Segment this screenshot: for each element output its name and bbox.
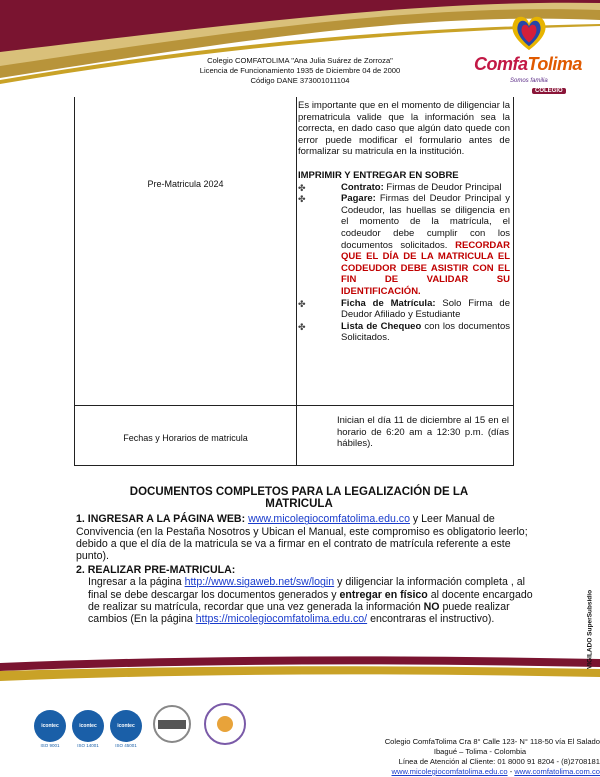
prematricula-table (74, 97, 514, 466)
footer (270, 737, 600, 777)
brand-part-a: Comfa (474, 54, 528, 74)
footer-separator: - (507, 767, 515, 776)
row1-intro: Es importante que en el momento de diligenciar la prematricula valide que la información sea la correcta, en dado caso que algún dato quede con error puede modificar el formulario antes de formalizar su matricula en la institución. (298, 100, 510, 158)
footer-swoosh (0, 655, 600, 695)
bullet-bold: Lista de Chequeo (341, 320, 422, 332)
arrow-bullet-icon: ✤ (298, 194, 306, 205)
bullet-text: Firmas de Deudor Principal (383, 181, 502, 193)
iqnet-seal-icon (148, 704, 196, 746)
comfatolima-logo (470, 10, 595, 105)
vigilado-text: VIGILADO SuperSubsidio (586, 589, 594, 670)
list-item (298, 182, 510, 194)
quality-seal-icon (202, 702, 248, 746)
arrow-bullet-icon: ✤ (298, 321, 306, 332)
step-1-text: y Leer Manual de Convivencia (en la Pestaña Nosotros y Ubican el Manual, este compromiso es obligatorio leerlo; debido a que el día de la matricula se va a firmar en el contrato de matrícula referente a este punto). (76, 513, 528, 563)
step-2-text: y diligenciar la información completa , al final se debe descargar los documentos generados y (88, 576, 525, 601)
icontec-9001-badge (34, 710, 66, 752)
icontec-14001-badge (72, 710, 104, 752)
list-item (298, 321, 510, 344)
bullet-text: con los documentos Solicitados. (341, 320, 510, 344)
step-1-heading: 1. INGRESAR A LA PÁGINA WEB: (76, 513, 249, 526)
school-header (150, 56, 450, 86)
brand-tagline: Somos familia (510, 78, 548, 84)
arrow-bullet-icon: ✤ (298, 298, 306, 309)
header-line-dane: Código DANE 373001011104 (250, 76, 350, 85)
bullet-bold: Pagare: (341, 193, 376, 205)
list-item (298, 298, 510, 321)
cert-iso: ISO 14001 (77, 743, 99, 748)
instructivo-link[interactable]: https://micolegiocomfatolima.edu.co/ (195, 613, 368, 626)
cert-iso: ISO 9001 (40, 743, 60, 748)
documents-section (64, 486, 534, 625)
bullet-text: Solo Firma de Deudor Afiliado y Estudiante (341, 297, 510, 321)
step-2 (64, 576, 534, 625)
cert-label: icontec (110, 710, 142, 742)
footer-city: Ibagué – Tolima - Colombia (433, 747, 527, 756)
bullet-bold: Contrato: (341, 181, 384, 193)
header-line-license: Licencia de Funcionamiento 1935 de Diciembre 04 de 2000 (199, 66, 401, 75)
brand-sub: COLEGIO (532, 88, 566, 94)
bullet-warning: RECORDAR QUE EL DÍA DE LA MATRICULA EL CODEUDOR DEBE ASISTIR CON EL FIN DE VALIDAR SU IDENTIFICACIÓN. (341, 239, 511, 297)
icontec-45001-badge (110, 710, 142, 752)
footer-school-link[interactable]: www.micolegiocomfatolima.edu.co (391, 767, 508, 776)
table-divider-horizontal (75, 405, 513, 406)
list-item (298, 193, 510, 297)
requirements-list (298, 182, 510, 344)
cert-label: icontec (72, 710, 104, 742)
footer-address: Colegio ComfaTolima Cra 8° Calle 123- N° 118-50 vía El Salado (384, 737, 600, 746)
cert-iso: ISO 45001 (115, 743, 137, 748)
row2-text: Inician el día 11 de diciembre al 15 en el horario de 6:20 am a 12:30 p.m. (días hábiles). (337, 415, 509, 450)
row1-heading: IMPRIMIR Y ENTREGAR EN SOBRE (298, 169, 459, 181)
step-2-text: puede realizar cambios (En la página (88, 600, 510, 626)
step-2-text: al docente encargado de realizar su matrícula, recordar que una vez generada la información (88, 588, 533, 613)
row1-content (298, 100, 510, 344)
step-2-text: Ingresar a la página (88, 576, 185, 589)
cert-label: icontec (34, 710, 66, 742)
header-line-school: Colegio COMFATOLIMA "Ana Julia Suárez de Zorroza" (207, 56, 393, 65)
arrow-bullet-icon: ✤ (298, 182, 306, 193)
step-2-emphasis: entregar en físico (339, 588, 428, 601)
sigaweb-login-link[interactable]: http://www.sigaweb.net/sw/login (184, 576, 335, 589)
row1-label: Pre-Matricula 2024 (147, 179, 224, 189)
bullet-text: Firmas del Deudor Principal y Codeudor, las huellas se diligencia en el momento de la matrícula, el codeudor debe cumplir con los documentos solicitados. (341, 193, 510, 251)
step-2-heading: 2. REALIZAR PRE-MATRICULA: (76, 564, 236, 577)
vigilado-supersubsidio (582, 560, 596, 710)
brand-part-b: Tolima (527, 54, 582, 74)
step-2-text: encontraras el instructivo). (367, 613, 495, 626)
table-divider-vertical (296, 97, 297, 465)
row2-label: Fechas y Horarios de matricula (123, 433, 248, 443)
footer-phone: Línea de Atención al Cliente: 01 8000 91 8204 - (8)2708181 (398, 757, 600, 766)
heart-logo-icon (510, 12, 548, 54)
section-title: DOCUMENTOS COMPLETOS PARA LA LEGALIZACIÓN DE LA MATRICULA (129, 486, 469, 511)
school-website-link[interactable]: www.micolegiocomfatolima.edu.co (248, 513, 410, 526)
step-2-emphasis: NO (423, 600, 440, 613)
footer-comfatolima-link[interactable]: www.comfatolima.com.co (514, 767, 600, 776)
bullet-bold: Ficha de Matrícula: (341, 297, 436, 309)
step-1 (64, 513, 534, 562)
